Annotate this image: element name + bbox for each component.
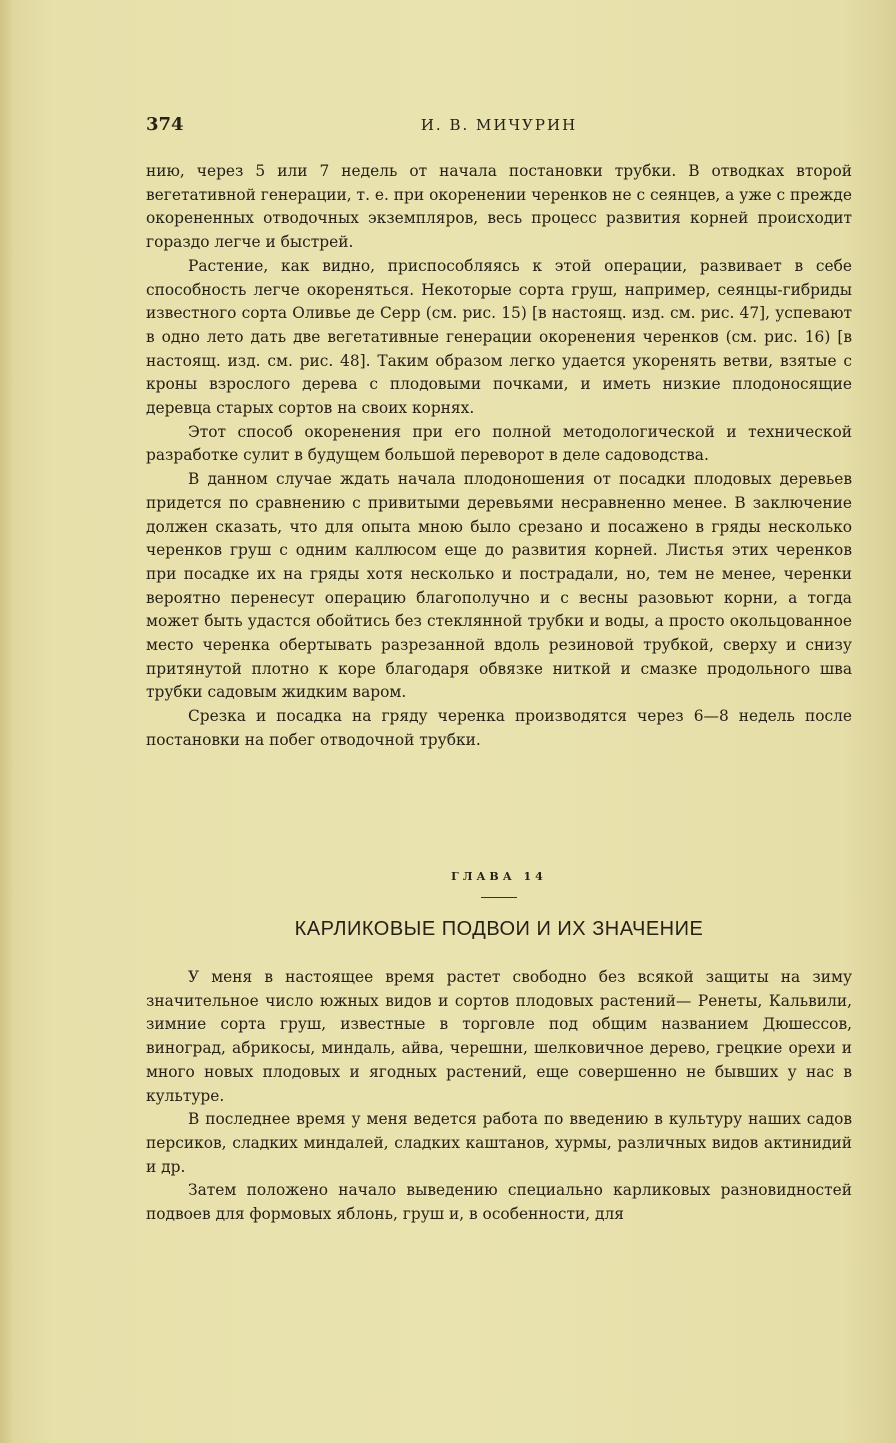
chapter-divider — [481, 897, 517, 898]
paragraph: В последнее время у меня ведется работа по введению в культуру наших садов персиков, сладких миндалей, сладких каштанов, хурмы, различных видов актинидий и др. — [146, 1110, 852, 1176]
page-number: 374 — [146, 114, 184, 135]
paragraph: Затем положено начало выведению специально карликовых разновидностей подвоев для формовых яблонь, груш и, в особенности, для — [146, 1181, 852, 1224]
chapter-heading — [146, 870, 852, 941]
paragraph: Срезка и посадка на гряду черенка производятся через 6—8 недель после постановки на побег отводочной трубки. — [146, 707, 852, 749]
running-head: И. В. МИЧУРИН — [420, 116, 578, 134]
chapter-label: ГЛАВА 14 — [451, 870, 547, 883]
paragraph: Этот способ окоренения при его полной методологической и технической разработке сулит в будущем большой переворот в деле садоводства. — [146, 422, 852, 465]
chapter-body-text — [146, 966, 852, 1227]
body-text — [146, 160, 852, 753]
page-edge-shadow — [0, 0, 14, 1443]
chapter-title: КАРЛИКОВЫЕ ПОДВОИ И ИХ ЗНАЧЕНИЕ — [294, 918, 704, 940]
paragraph: У меня в настоящее время растет свободно без всякой защиты на зиму значительное число южных видов и сортов плодовых растений— Ренеты, Кальвили, зимние сорта груш, известные в торговле под общим названием Дюшессов, виноград, абрикосы, миндаль, айва, черешни, шелковичное дерево, грецкие орехи и много новых плодовых и ягодных растений, еще совершенно не бывших у нас в культуре. — [146, 968, 852, 1105]
paragraph: В данном случае ждать начала плодоношения от посадки плодовых деревьев придется по сравнению с привитыми деревьями несравненно менее. В заключение должен сказать, что для опыта мною было срезано и посажено в гряды несколько черенков груш с одним каллюсом еще до развития корней. Листья этих черенков при посадке их на гряды хотя несколько и пострадали, но, тем не менее, черенки вероятно перенесут операцию благополучно и с весны разовьют корни, а тогда может быть удастся обойтись без стеклянной трубки и воды, а просто окольцованное место черенка обертывать разрезанной вдоль резиновой трубкой, сверху и снизу притянутой плотно к коре благодаря обвязке ниткой и смазке продольного шва трубки садовым жидким варом. — [146, 470, 852, 702]
page-header — [146, 114, 852, 140]
paragraph: нию, через 5 или 7 недель от начала постановки трубки. В отводках второй вегетативной генерации, т. е. при окоренении черенков не с сеянцев, а уже с прежде окорененных отводочных экземпляров, весь процесс развития корней происходит гораздо легче и быстрей. — [146, 162, 852, 252]
paragraph: Растение, как видно, приспособляясь к этой операции, развивает в себе способность легче окореняться. Некоторые сорта груш, например, сеянцы-гибриды известного сорта Оливье де Серр (см. рис. 15) [в настоящ. изд. см. рис. 47], успевают в одно лето дать две вегетативные генерации окоренения черенков (см. рис. 16) [в настоящ. изд. см. рис. 48]. Таким образом легко удается укоренять ветви, взятые с кроны взрослого дерева с плодовыми почками, и иметь низкие плодоносящие деревца старых сортов на своих корнях. — [146, 256, 852, 418]
